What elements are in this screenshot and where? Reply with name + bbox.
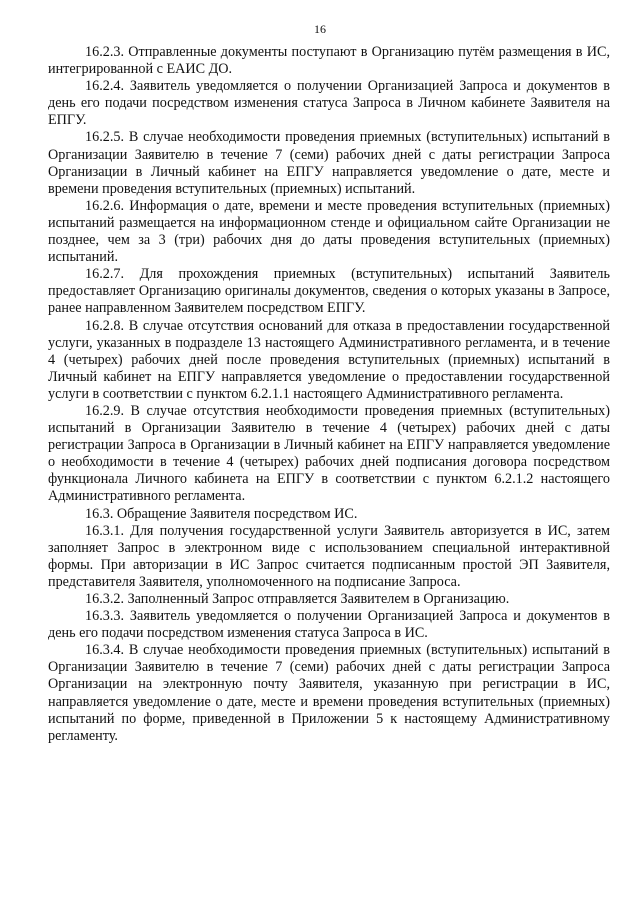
paragraph-16-3-3: 16.3.3. Заявитель уведомляется о получении Организацией Запроса и документов в день его подачи посредством изменения статуса Запроса в ИС.: [48, 608, 610, 642]
document-body: [48, 44, 610, 745]
section-heading-16-3: 16.3. Обращение Заявителя посредством ИС.: [85, 505, 358, 522]
paragraph-16-2-7: 16.2.7. Для прохождения приемных (вступительных) испытаний Заявитель предоставляет Организацию оригиналы документов, сведения о которых указаны в Запросе, ранее направленном Заявителем посредством ЕПГУ.: [48, 266, 610, 317]
paragraph-16-3-1: 16.3.1. Для получения государственной услуги Заявитель авторизуется в ИС, затем заполняет Запрос в электронном виде с использованием специальной интерактивной формы. При авторизации в ИС Запрос считается подписанным простой ЭП Заявителя, представителя Заявителя, уполномоченного на подписание Запроса.: [48, 522, 610, 590]
paragraph-16-2-9: 16.2.9. В случае отсутствия необходимости проведения приемных (вступительных) испытаний в Организации Заявителю в течение 4 (четырех) рабочих дней с даты регистрации Запроса в Организации в Личный кабинет на ЕПГУ направляется уведомление о необходимости в течение 4 (четырех) рабочих дней подписания договора посредством функционала Личного кабинета на ЕПГУ в соответствии с пунктом 6.2.1.2 настоящего Административного регламента.: [48, 402, 610, 505]
paragraph-16-2-4: 16.2.4. Заявитель уведомляется о получении Организацией Запроса и документов в день его подачи посредством изменения статуса Запроса в Личном кабинете Заявителя на ЕПГУ.: [48, 78, 610, 129]
paragraph-16-3-4: 16.3.4. В случае необходимости проведения приемных (вступительных) испытаний в Организации Заявителю в течение 7 (семи) рабочих дней с даты регистрации Запроса Организации на электронную почту Заявителя, указанную при регистрации в ИС, направляется уведомление о дате, месте и времени проведения вступительных (приемных) испытаний по форме, приведенной в Приложении 5 к настоящему Административному регламенту.: [48, 642, 610, 744]
paragraph-16-3-2: 16.3.2. Заполненный Запрос отправляется Заявителем в Организацию.: [85, 591, 510, 607]
page-number: 16: [314, 22, 326, 36]
paragraph-16-2-5: 16.2.5. В случае необходимости проведения приемных (вступительных) испытаний в Организации Заявителю в течение 7 (семи) рабочих дней с даты регистрации Запроса Организации в Личный кабинет на ЕПГУ направляется уведомление о дате, месте и времени проведения вступительных (приемных) испытаний.: [48, 129, 610, 197]
paragraph-16-2-3: 16.2.3. Отправленные документы поступают в Организацию путём размещения в ИС, интегрированной с ЕАИС ДО.: [48, 44, 610, 78]
paragraph-16-2-8: 16.2.8. В случае отсутствия оснований для отказа в предоставлении государственной услуги, указанных в подразделе 13 настоящего Административного регламента, и в течение 4 (четырех) рабочих дней после проведения вступительных (приемных) испытаний в Личный кабинет на ЕПГУ направляется уведомление о предоставлении государственной услуги в соответствии с пунктом 6.2.1.1 настоящего Административного регламента.: [48, 317, 610, 402]
paragraph-16-2-6: 16.2.6. Информация о дате, времени и месте проведения вступительных (приемных) испытаний размещается на информационном стенде и официальном сайте Организации не позднее, чем за 3 (три) рабочих дня до даты проведения вступительных (приемных) испытаний.: [48, 197, 610, 266]
